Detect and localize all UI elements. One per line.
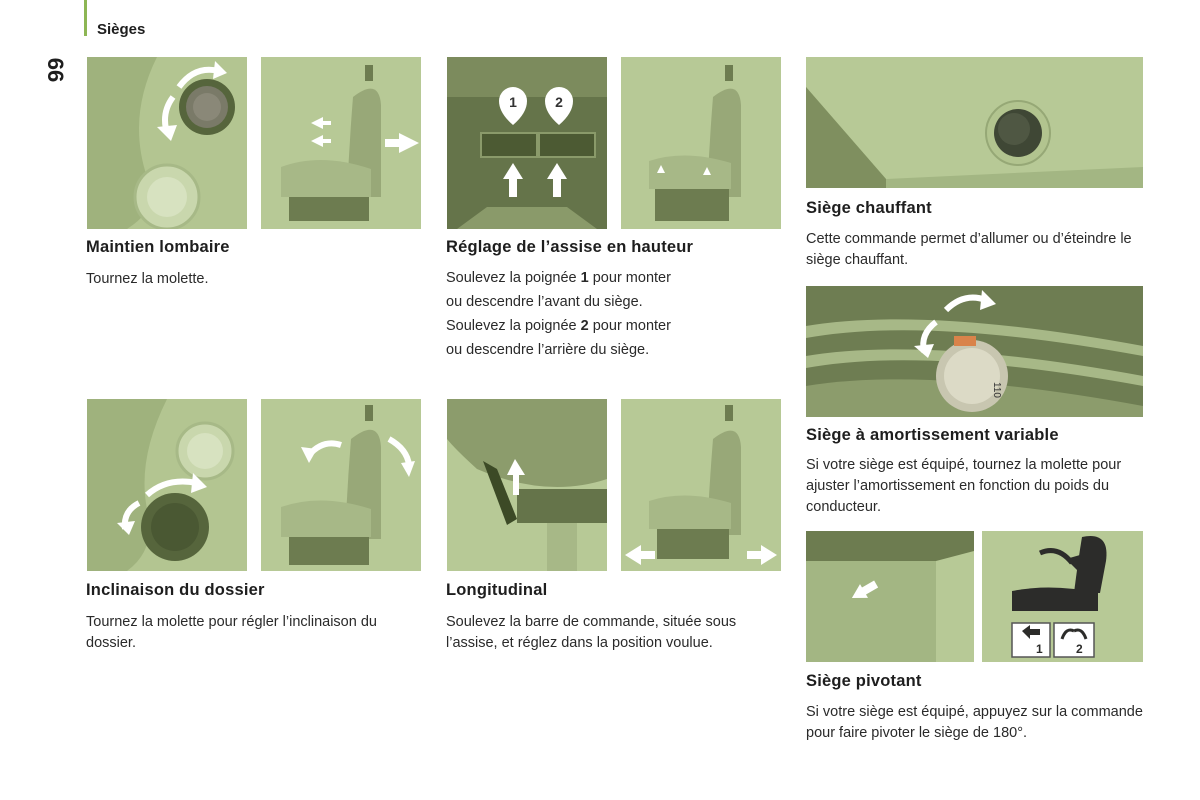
longitudinal-text: Soulevez la barre de commande, située sous l’assise, et réglez dans la position voulue.: [446, 614, 737, 651]
longitudinal-bar-illustration: [447, 399, 607, 571]
lumbar-title: Maintien lombaire: [86, 238, 230, 256]
swivel-title: Siège pivotant: [806, 672, 922, 690]
longitudinal-title: Longitudinal: [446, 581, 548, 599]
damping-text: Si votre siège est équipé, tournez la molette pour ajuster l’amortissement en fonction du poids du conducteur.: [806, 457, 1122, 515]
swivel-control-illustration: [806, 531, 974, 662]
height-line-4: ou descendre l’arrière du siège.: [446, 342, 650, 358]
longitudinal-seat-illustration: [621, 399, 781, 571]
swivel-text: Si votre siège est équipé, appuyez sur la commande pour faire pivoter le siège de 180°.: [806, 704, 1143, 741]
recline-dial-illustration: [87, 399, 247, 571]
height-handles-illustration: [447, 57, 607, 229]
recline-seat-illustration: [261, 399, 421, 571]
badge-2: 2: [555, 94, 563, 110]
section-accent-bar: [84, 0, 87, 36]
height-title: Réglage de l’assise en hauteur: [446, 238, 694, 256]
dial-label: 110: [991, 382, 1002, 398]
swivel-key-1: 1: [1036, 642, 1043, 656]
recline-title: Inclinaison du dossier: [86, 581, 265, 599]
swivel-diagram-illustration: [982, 531, 1143, 662]
height-line-2: ou descendre l’avant du siège.: [446, 294, 643, 310]
heated-text: Cette commande permet d’allumer ou d’éteindre le siège chauffant.: [806, 231, 1132, 268]
damping-dial-illustration: [806, 286, 1143, 417]
lumbar-text: Tournez la molette.: [86, 271, 209, 287]
badge-1: 1: [509, 94, 517, 110]
height-seat-illustration: [621, 57, 781, 229]
height-line-3: Soulevez la poignée 2 pour monter: [446, 318, 671, 334]
swivel-key-2: 2: [1076, 642, 1083, 656]
height-text: [446, 266, 776, 362]
height-line-1: Soulevez la poignée 1 pour monter: [446, 270, 671, 286]
page-number: 66: [43, 57, 68, 83]
recline-text: Tournez la molette pour régler l’inclinaison du dossier.: [86, 614, 377, 651]
section-title: Sièges: [97, 21, 146, 38]
heated-title: Siège chauffant: [806, 199, 932, 217]
lumbar-dial-illustration: [87, 57, 247, 229]
heated-seat-button-illustration: [806, 57, 1143, 188]
damping-title: Siège à amortissement variable: [806, 426, 1059, 444]
lumbar-seat-illustration: [261, 57, 421, 229]
